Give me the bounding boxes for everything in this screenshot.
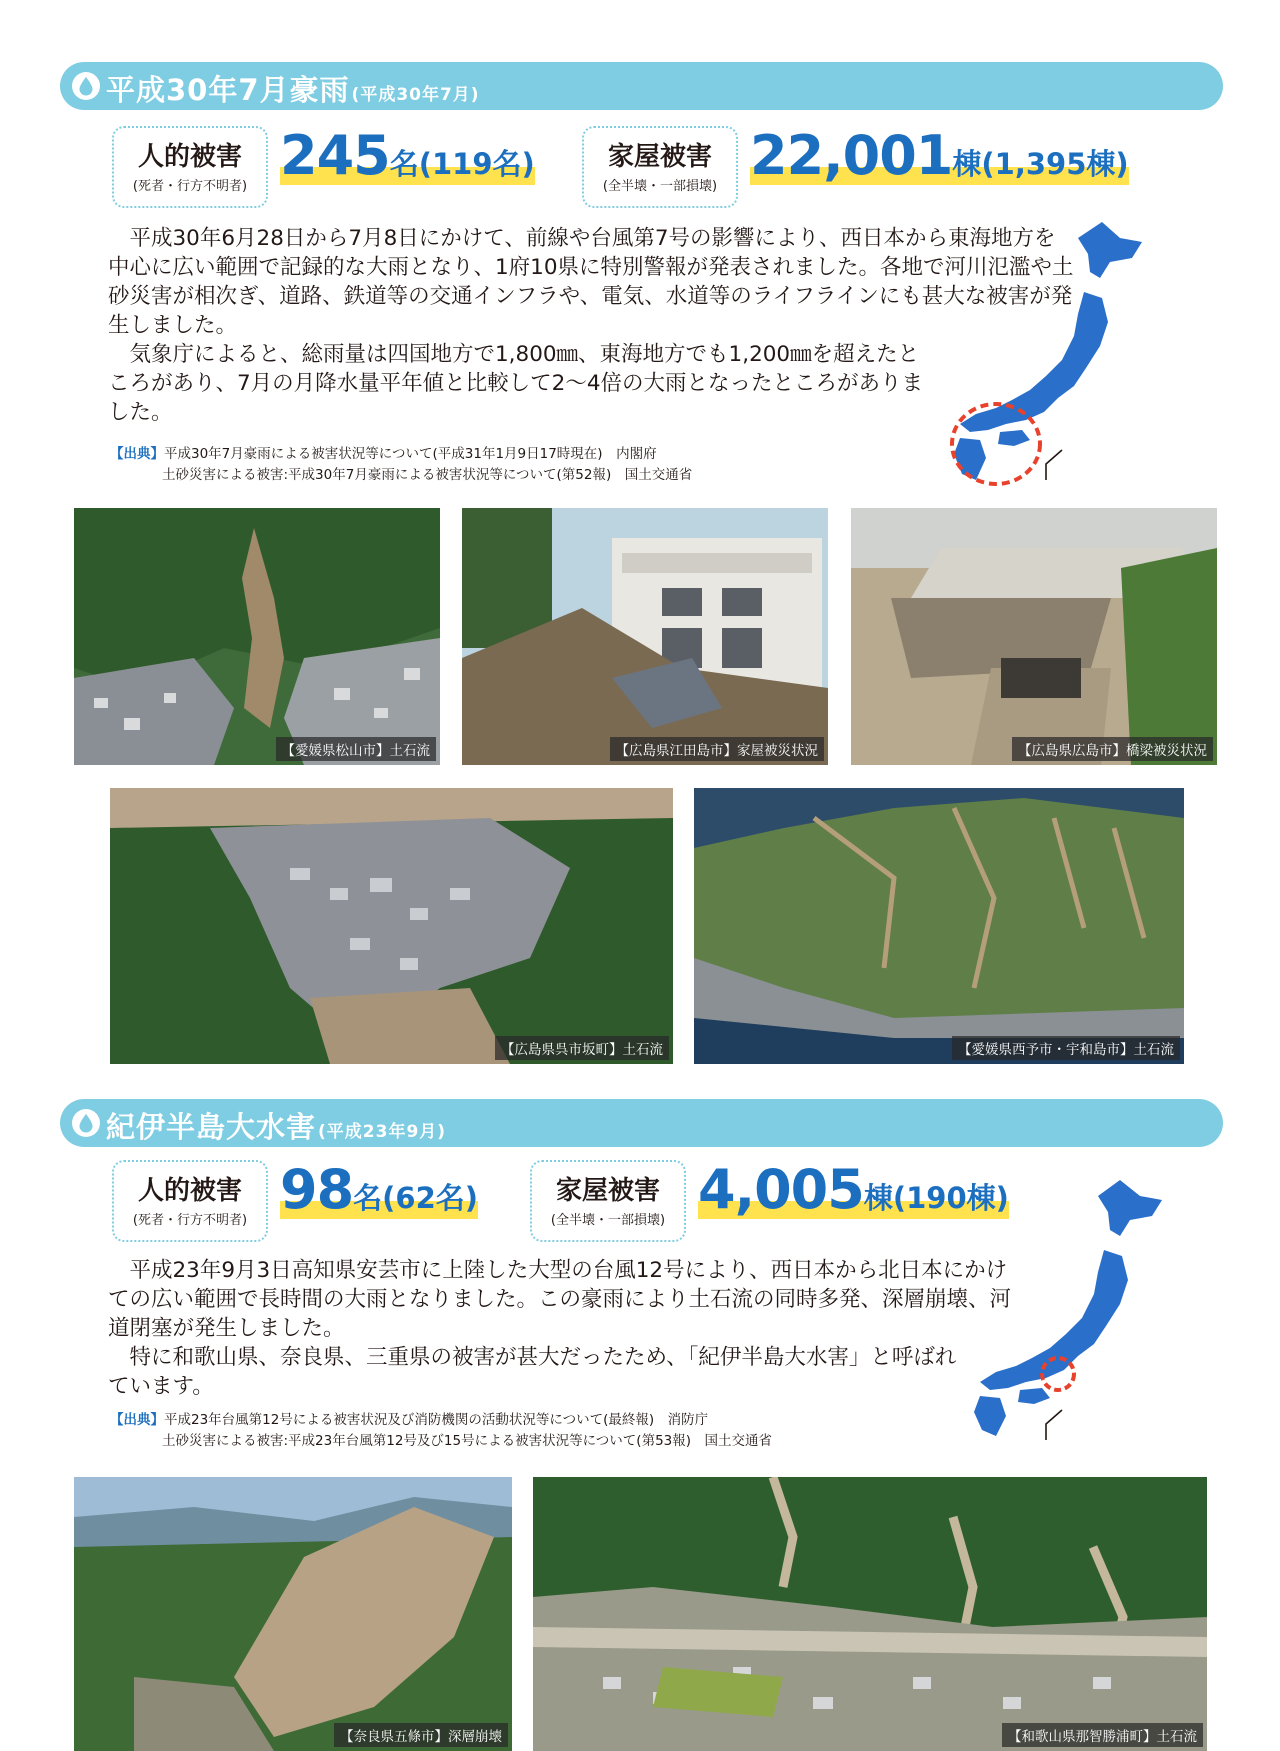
section-title: 平成30年7月豪雨 (平成30年7月) xyxy=(106,73,480,107)
photo-etajima: 【広島県江田島市】家屋被災状況 xyxy=(462,508,828,765)
photo-hiroshima-bridge: 【広島県広島市】橋梁被災状況 xyxy=(851,508,1217,765)
human-damage-stat: 245名(119名) xyxy=(280,124,535,187)
description-text-2: 特に和歌山県、奈良県、三重県の被害が甚大だったため、「紀伊半島大水害」と呼ばれています。 xyxy=(108,1345,957,1399)
human-damage-label: 人的被害 (死者・行方不明者) xyxy=(112,126,268,208)
japan-map xyxy=(950,218,1150,498)
photo-seiyo-uwajima: 【愛媛県西予市・宇和島市】土石流 xyxy=(694,788,1184,1064)
section-header-2018 xyxy=(60,62,1223,110)
house-damage-label: 家屋被害 (全半壊・一部損壊) xyxy=(582,126,738,208)
description-text: 平成30年6月28日から7月8日にかけて、前線や台風第7号の影響により、西日本から東海地方を中心に広い範囲で記録的な大雨となり、1府10県に特別警報が発表されました。各地で河川氾濫や土砂災害が相次ぎ、道路、鉄道等の交通インフラや、電気、水道等のライフラインにも甚大な被害が発生しました。 xyxy=(108,226,1074,338)
section-title: 紀伊半島大水害 (平成23年9月) xyxy=(106,1110,447,1144)
section-header-2011 xyxy=(60,1099,1223,1147)
description-text-2: 気象庁によると、総雨量は四国地方で1,800㎜、東海地方でも1,200㎜を超えたところがあり、7月の月降水量平年値と比較して2～4倍の大雨となったところがありました。 xyxy=(108,342,924,425)
water-drop-icon xyxy=(72,1109,100,1137)
photo-kure-sakacho: 【広島県呉市坂町】土石流 xyxy=(110,788,673,1064)
house-damage-stat: 22,001棟(1,395棟) xyxy=(750,124,1129,187)
source-citation: 【出典】平成30年7月豪雨による被害状況等について(平成31年1月9日17時現在) 内閣府 土砂災害による被害:平成30年7月豪雨による被害状況等について(第52報) 国土交通省 xyxy=(110,446,693,483)
human-damage-stat: 98名(62名) xyxy=(280,1158,479,1221)
human-damage-label: 人的被害 (死者・行方不明者) xyxy=(112,1160,268,1242)
house-damage-stat: 4,005棟(190棟) xyxy=(698,1158,1009,1221)
photo-nachikatsuura: 【和歌山県那智勝浦町】土石流 xyxy=(533,1477,1207,1751)
source-citation: 【出典】平成23年台風第12号による被害状況及び消防機関の活動状況等について(最終報) 消防庁 土砂災害による被害:平成23年台風第12号及び15号による被害状況等について(第53報) 国土交通省 xyxy=(110,1412,773,1449)
photo-matsuyama: 【愛媛県松山市】土石流 xyxy=(74,508,440,765)
japan-map xyxy=(972,1178,1172,1450)
description-text: 平成23年9月3日高知県安芸市に上陸した大型の台風12号により、西日本から北日本にかけての広い範囲で長時間の大雨となりました。この豪雨により土石流の同時多発、深層崩壊、河道閉塞が発生しました。 xyxy=(108,1258,1012,1341)
house-damage-label: 家屋被害 (全半壊・一部損壊) xyxy=(530,1160,686,1242)
water-drop-icon xyxy=(72,72,100,100)
photo-gojo: 【奈良県五條市】深層崩壊 xyxy=(74,1477,512,1751)
